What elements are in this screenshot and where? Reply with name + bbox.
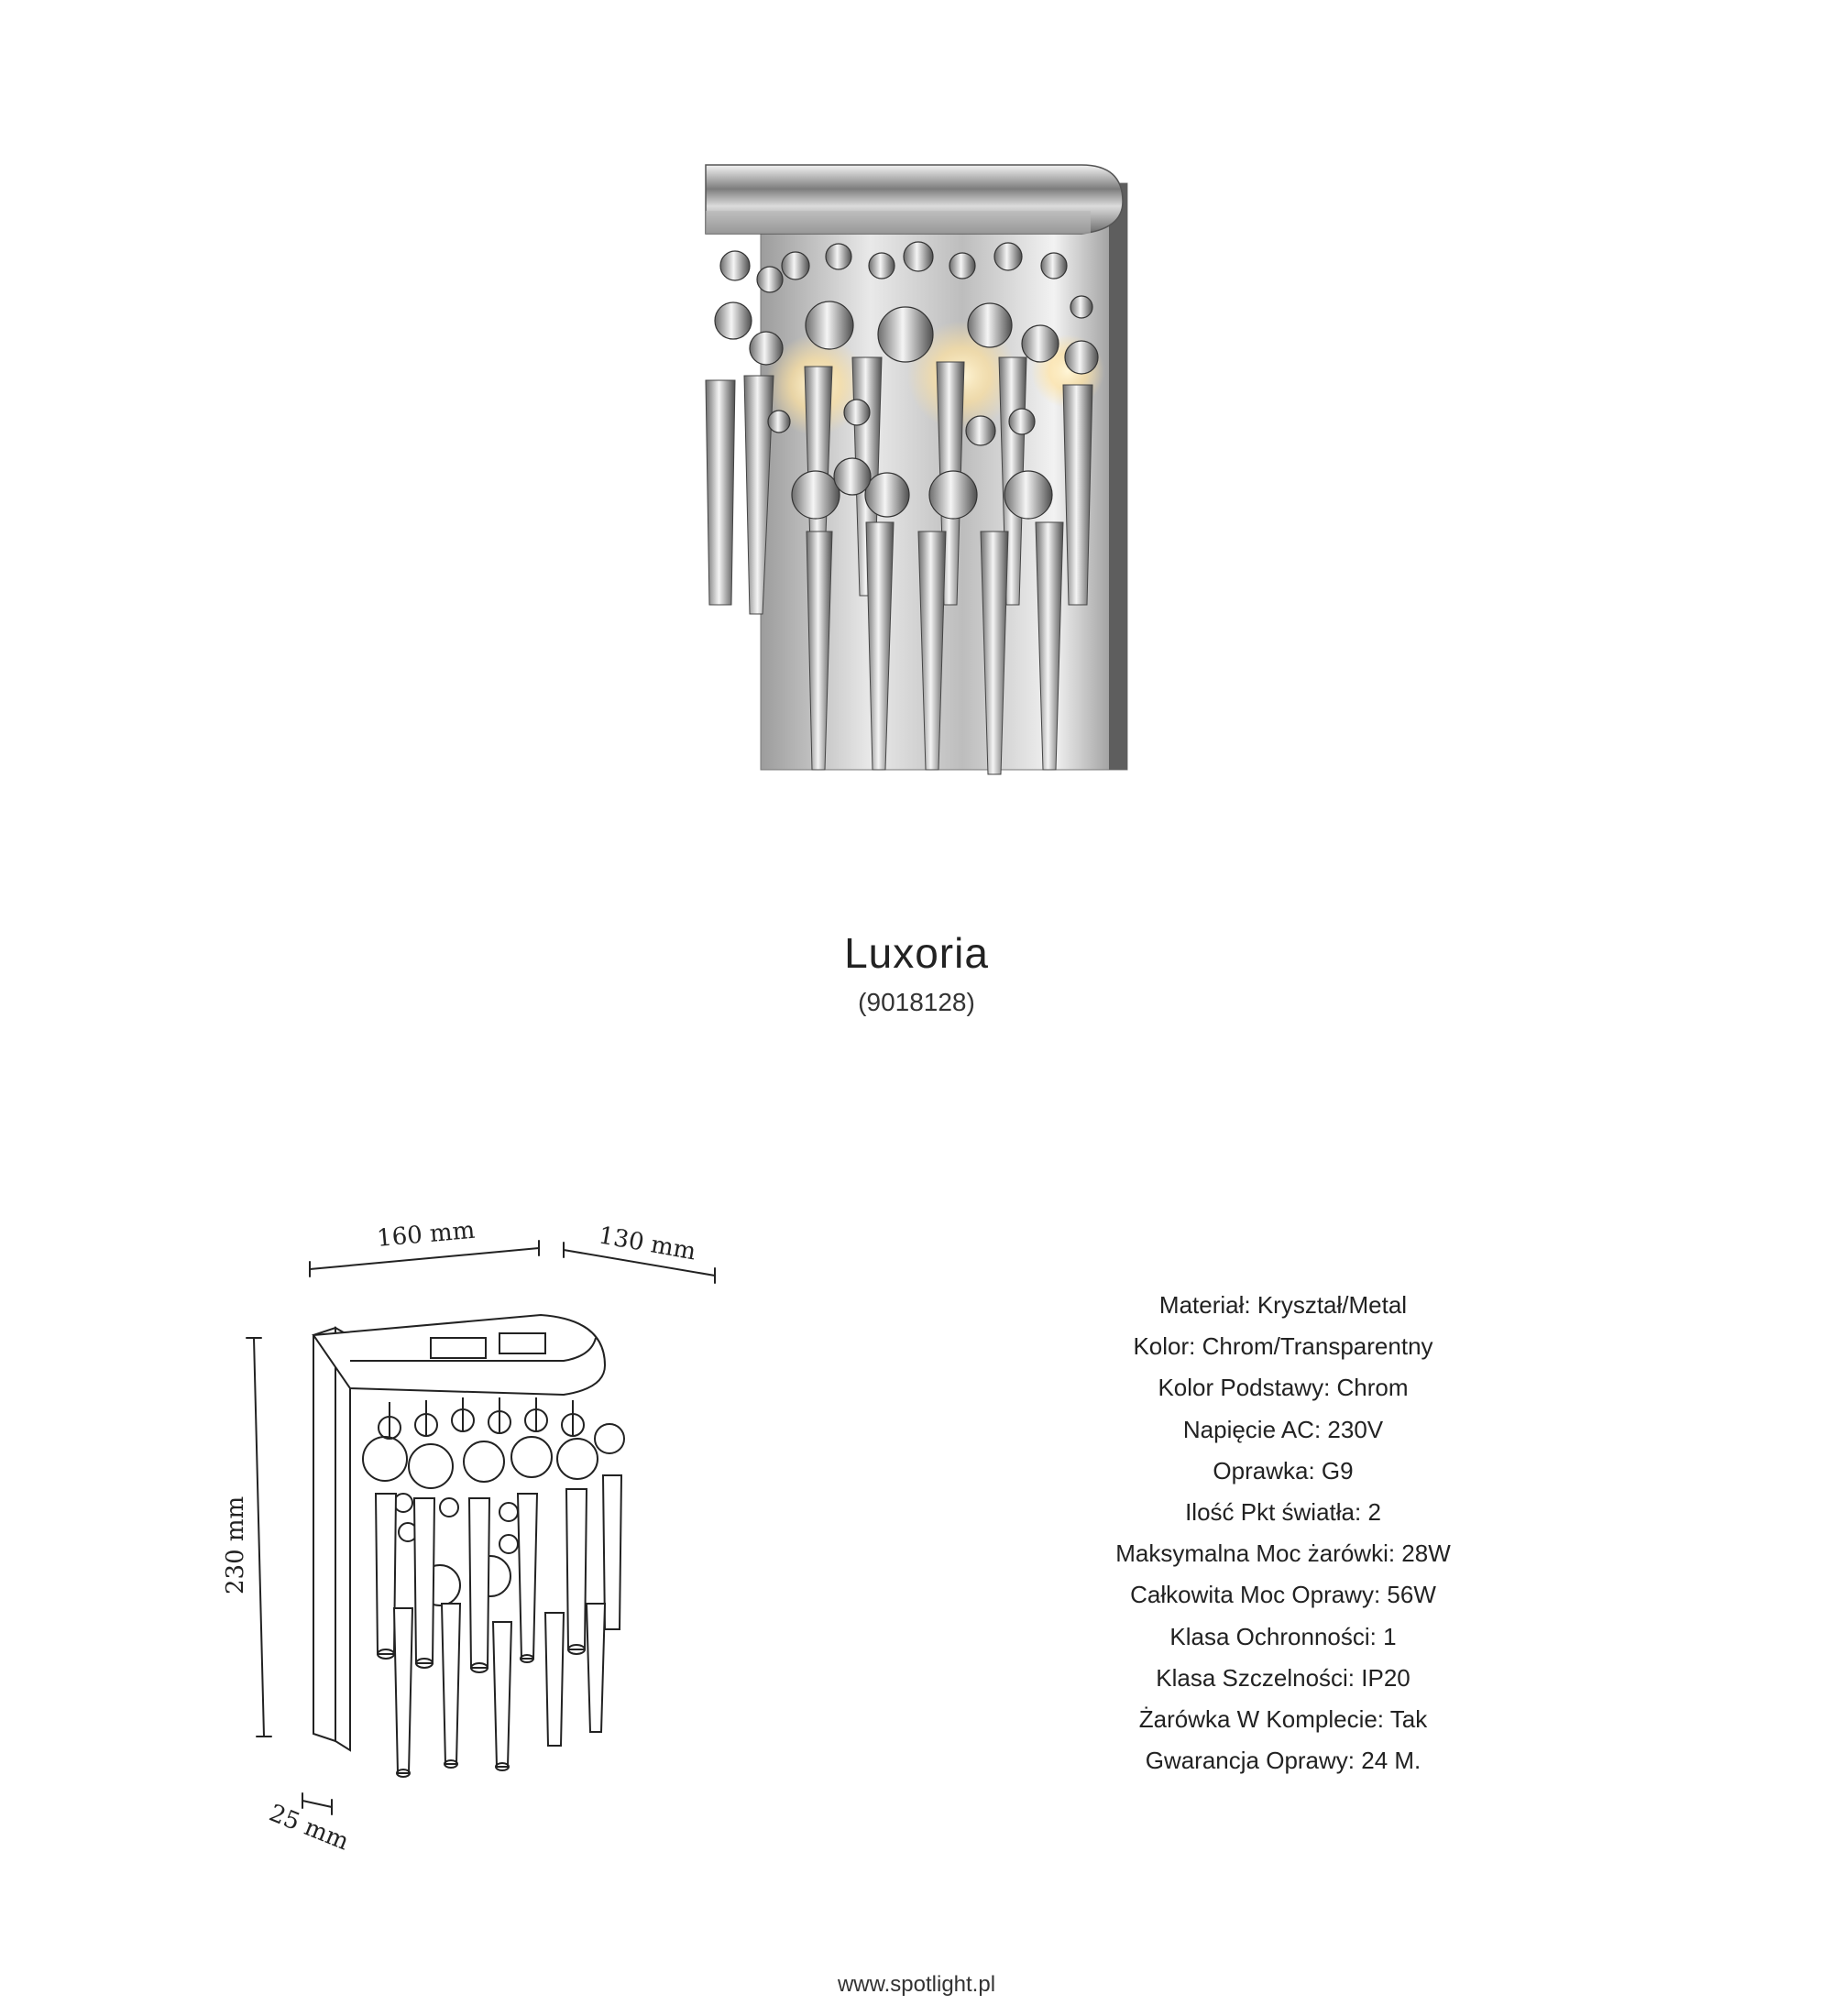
spec-socket: Oprawka: G9	[1213, 1456, 1354, 1485]
width-dimension-line	[310, 1248, 539, 1269]
spec-ip-rating: Klasa Szczelności: IP20	[1156, 1663, 1410, 1692]
height-dimension-line	[254, 1338, 264, 1737]
height-dimension-label: 230 mm	[222, 1496, 249, 1594]
spec-total-power: Całkowita Moc Oprawy: 56W	[1130, 1581, 1436, 1609]
dimension-drawing	[202, 1191, 770, 1888]
plate-dimension-label: 25 mm	[265, 1799, 353, 1857]
spec-max-bulb-power: Maksymalna Moc żarówki: 28W	[1115, 1539, 1451, 1568]
spec-bulb-included: Żarówka W Komplecie: Tak	[1138, 1705, 1428, 1734]
spec-list	[1054, 1285, 1512, 1781]
depth-dimension-label: 130 mm	[596, 1222, 698, 1266]
plate-dimension-line	[302, 1801, 332, 1807]
spec-base-color: Kolor Podstawy: Chrom	[1158, 1374, 1409, 1402]
product-code: (9018128)	[858, 988, 975, 1016]
width-dimension-label: 160 mm	[375, 1216, 477, 1253]
spec-voltage: Napięcie AC: 230V	[1182, 1415, 1384, 1443]
spec-material: Materiał: Kryształ/Metal	[1158, 1291, 1408, 1319]
product-photo	[678, 128, 1155, 788]
spec-warranty: Gwarancja Oprawy: 24 M.	[1145, 1747, 1421, 1775]
spec-color: Kolor: Chrom/Transparentny	[1133, 1332, 1433, 1361]
spec-protection-class: Klasa Ochronności: 1	[1169, 1622, 1397, 1650]
website-link[interactable]: www.spotlight.pl	[837, 1972, 996, 1997]
lamp-outline	[313, 1315, 624, 1777]
spec-light-points: Ilość Pkt światła: 2	[1185, 1498, 1381, 1527]
product-name: Luxoria	[844, 929, 989, 977]
